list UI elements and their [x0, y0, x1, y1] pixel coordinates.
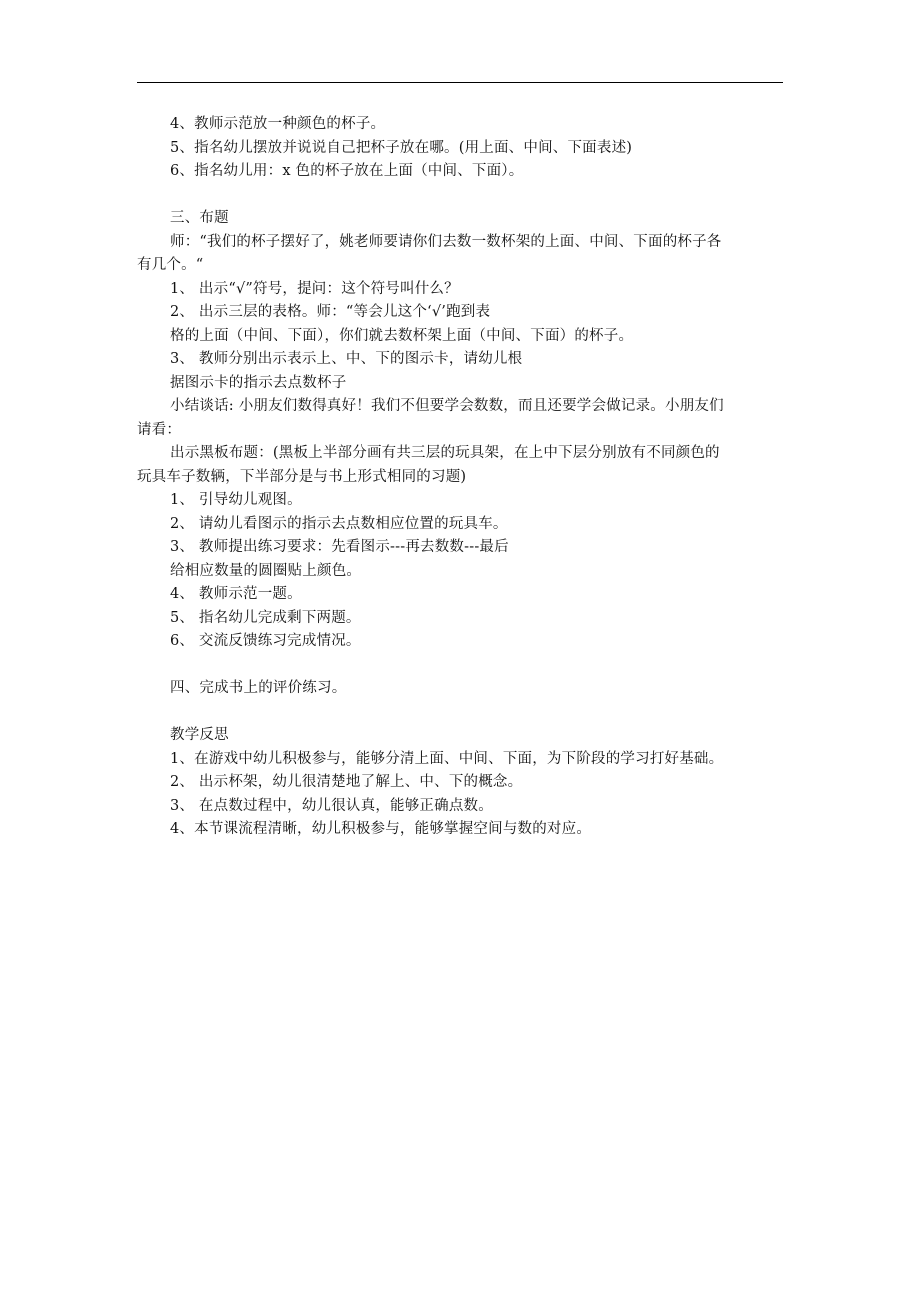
text-line: 2、 出示三层的表格。师：“等会儿这个‘√’跑到表 — [170, 304, 491, 320]
text-line: 教学反思 — [170, 727, 229, 743]
text-line: 2、 出示杯架，幼儿很清楚地了解上、中、下的概念。 — [170, 774, 523, 790]
text-line: 5、 指名幼儿完成剩下两题。 — [170, 609, 361, 626]
text-line: 4、本节课流程清晰，幼儿积极参与，能够掌握空间与数的对应。 — [170, 821, 592, 837]
text-line: 师：“我们的杯子摆好了，姚老师要请你们去数一数杯架的上面、中间、下面的杯子各 — [170, 233, 722, 250]
blank-line — [137, 654, 787, 678]
text-line: 格的上面（中间、下面），你们就去数杯架上面（中间、下面）的杯子。 — [170, 327, 634, 344]
text-line: 3、 在点数过程中，幼儿很认真，能够正确点数。 — [170, 797, 493, 814]
text-line: 6、 交流反馈练习完成情况。 — [170, 633, 361, 649]
text-line: 请看： — [137, 421, 182, 438]
text-line: 玩具车子数辆，下半部分是与书上形式相同的习题) — [137, 468, 467, 485]
text-line: 3、 教师提出练习要求：先看图示---再去数数---最后 — [170, 539, 509, 555]
header-rule — [137, 82, 783, 83]
text-line: 6、指名幼儿用：x 色的杯子放在上面（中间、下面）。 — [170, 163, 524, 179]
blank-line — [137, 184, 787, 208]
text-line: 2、 请幼儿看图示的指示去点数相应位置的玩具车。 — [170, 515, 508, 532]
text-line: 3、 教师分别出示表示上、中、下的图示卡，请幼儿根 — [170, 351, 523, 367]
text-line: 4、教师示范放一种颜色的杯子。 — [170, 116, 386, 132]
text-line: 据图示卡的指示去点数杯子 — [170, 374, 347, 391]
text-line: 四、完成书上的评价练习。 — [170, 680, 347, 696]
text-line: 1、 引导幼儿观图。 — [170, 492, 302, 508]
text-line: 有几个。“ — [137, 257, 204, 273]
text-line: 5、指名幼儿摆放并说说自己把杯子放在哪。(用上面、中间、下面表述) — [170, 139, 633, 156]
text-line: 给相应数量的圆圈贴上颜色。 — [170, 562, 362, 579]
blank-line — [137, 701, 787, 725]
text-line: 出示黑板布题：(黑板上半部分画有共三层的玩具架，在上中下层分别放有不同颜色的 — [170, 445, 720, 461]
document-body — [137, 113, 787, 842]
text-line: 1、 出示“√”符号，提问：这个符号叫什么？ — [170, 280, 459, 297]
text-line: 三、布题 — [170, 210, 229, 226]
text-line: 4、 教师示范一题。 — [170, 586, 302, 602]
text-line: 1、在游戏中幼儿积极参与，能够分清上面、中间、下面，为下阶段的学习打好基础。 — [170, 750, 724, 767]
text-line: 小结谈话: 小朋友们数得真好！我们不但要学会数数，而且还要学会做记录。小朋友们 — [170, 398, 724, 414]
